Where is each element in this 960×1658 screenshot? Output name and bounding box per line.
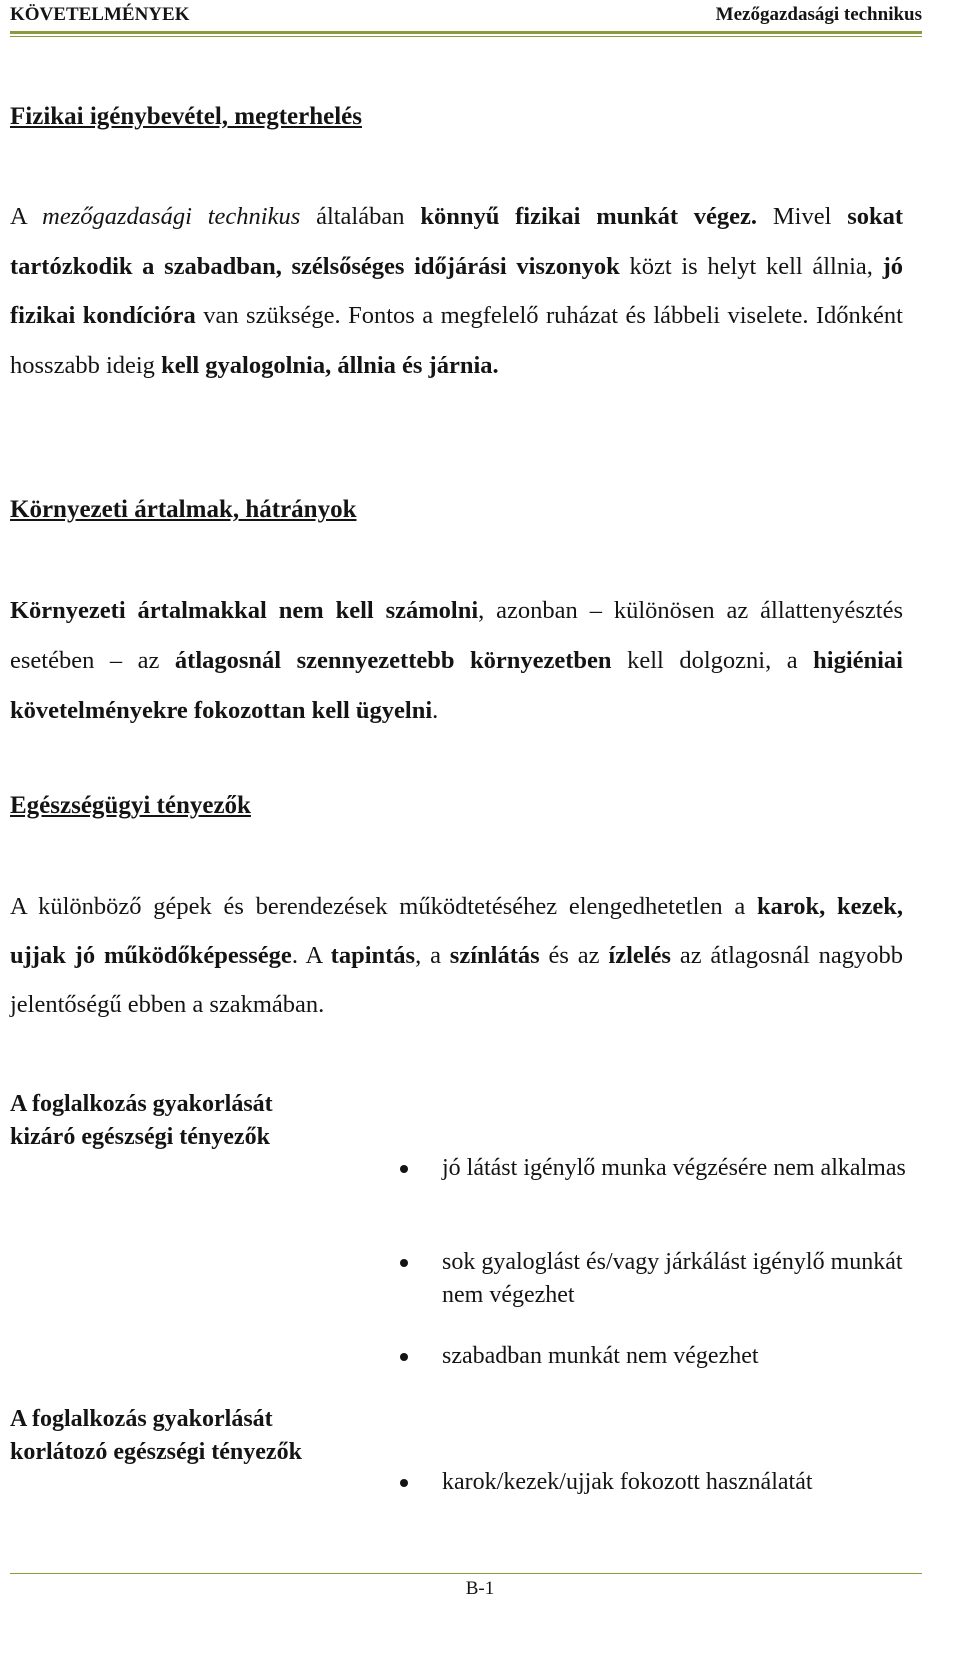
page-header: [10, 0, 922, 32]
bold-text: karok, kezek, ujjak jó működőképessége: [10, 893, 903, 969]
list-item-text: karok/kezek/ujjak fokozott használatát: [442, 1469, 813, 1495]
list-item-text: jó látást igénylő munka végzésére nem alkalmas: [442, 1155, 906, 1181]
text-run: kell dolgozni, a: [611, 647, 814, 674]
bold-text: jó fizikai kondícióra: [10, 252, 903, 329]
paragraph-health-factors: [10, 882, 903, 1029]
heading-excluding-factors: [10, 1088, 273, 1154]
text-run: , azonban – különösen az állattenyésztés esetében – az: [10, 597, 903, 674]
heading-physical-load: Fizikai igénybevétel, megterhelés: [10, 103, 362, 130]
bold-text: ízlelés: [608, 942, 671, 969]
bold-text: sokat tartózkodik a szabadban, szélsőséges időjárási viszonyok: [10, 203, 904, 280]
text-run: , a: [415, 942, 450, 969]
bullet-icon: [400, 1353, 408, 1361]
text-run: . A: [291, 942, 331, 969]
heading-health-factors: Egészségügyi tényezők: [10, 792, 251, 819]
bold-text: kell gyalogolnia, állnia és járnia.: [161, 351, 499, 379]
header-rule-thick: [10, 31, 922, 34]
heading-limiting-line1: A foglalkozás gyakorlását: [10, 1406, 273, 1432]
list-item-text: sok gyaloglást és/vagy járkálást igénylő munkát nem végezhet: [442, 1249, 903, 1308]
heading-environmental-hazards: Környezeti ártalmak, hátrányok: [10, 496, 357, 523]
text-run: A különböző gépek és berendezések működtetéséhez elengedhetetlen a: [10, 893, 757, 920]
text-run: és az: [539, 942, 609, 969]
bold-text: színlátás: [449, 942, 540, 969]
heading-excluding-line2: kizáró egészségi tényezők: [10, 1124, 270, 1150]
bold-text: átlagosnál szennyezettebb környezetben: [174, 647, 612, 674]
paragraph-environmental-hazards: [10, 586, 903, 736]
text-run: az átlagosnál nagyobb jelentőségű ebben a szakmában.: [10, 942, 903, 1018]
text-run: van szüksége. Fontos a megfelelő ruházat és lábbeli viselete. Időnként hosszabb ideig: [10, 302, 903, 379]
italic-text: mezőgazdasági technikus: [42, 203, 301, 230]
bullet-icon: [400, 1479, 408, 1487]
bold-text: könnyű fizikai munkát végez.: [420, 203, 758, 230]
bold-text: tapintás: [330, 942, 416, 969]
header-rule-thin: [10, 36, 922, 37]
header-profession: Mezőgazdasági technikus: [715, 4, 922, 25]
text-run: általában: [300, 203, 421, 230]
bold-text: Környezeti ártalmakkal nem kell számolni: [10, 597, 479, 624]
text-run: A: [10, 203, 43, 230]
header-section-title: KÖVETELMÉNYEK: [10, 4, 190, 25]
text-run: közt is helyt kell állnia,: [619, 252, 883, 280]
bullet-icon: [400, 1165, 408, 1173]
bullet-icon: [400, 1259, 408, 1267]
heading-limiting-line2: korlátozó egészségi tényezők: [10, 1439, 302, 1465]
bold-text: higiéniai követelményekre fokozottan kell ügyelni: [10, 647, 903, 724]
heading-limiting-factors: [10, 1403, 302, 1469]
list-item-text: szabadban munkát nem végezhet: [442, 1343, 759, 1369]
text-run: Mivel: [757, 203, 848, 230]
text-run: .: [432, 697, 439, 724]
page-number: B-1: [465, 1578, 495, 1599]
paragraph-physical-load: [10, 192, 903, 390]
heading-excluding-line1: A foglalkozás gyakorlását: [10, 1091, 273, 1117]
footer-rule: [10, 1573, 922, 1574]
